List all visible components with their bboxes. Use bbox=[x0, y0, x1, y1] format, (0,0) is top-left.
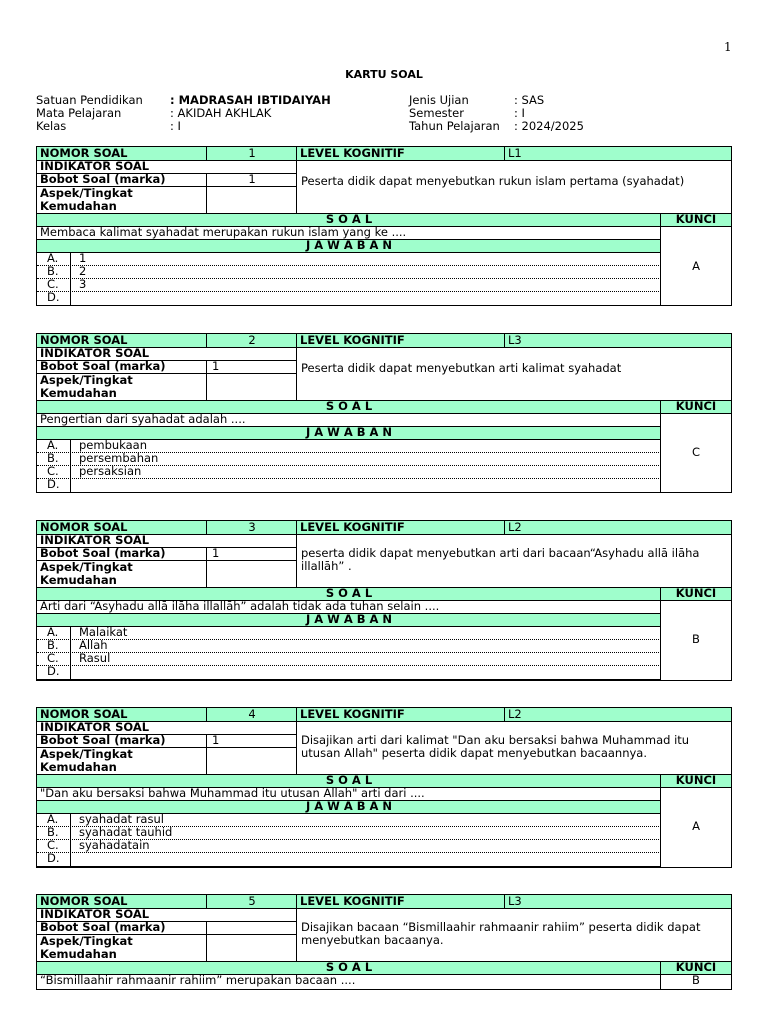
rule-line bbox=[206, 147, 207, 161]
level-kognitif-label: LEVEL KOGNITIF bbox=[300, 521, 405, 534]
option-b-text: persembahan bbox=[79, 452, 159, 465]
bobot-soal-value bbox=[209, 921, 297, 935]
level-kognitif-value: L2 bbox=[508, 708, 522, 721]
indikator-text: peserta didik dapat menyebutkan arti dari bacaan“Asyhadu allā ilāha illallāh” . bbox=[301, 547, 700, 573]
bobot-soal-label: Bobot Soal (marka) bbox=[40, 173, 166, 186]
satuan-label: Satuan Pendidikan bbox=[36, 93, 143, 107]
kunci-value: A bbox=[692, 820, 700, 833]
option-a-text: syahadat rasul bbox=[79, 813, 164, 826]
option-b-letter: B. bbox=[47, 826, 59, 839]
nomor-soal-label: NOMOR SOAL bbox=[40, 708, 128, 721]
indikator-text: Disajikan arti dari kalimat "Dan aku bersaksi bahwa Muhammad itu utusan Allah" peserta didik dapat menyebutkan bacaannya. bbox=[301, 734, 690, 760]
semester-label: Semester bbox=[409, 106, 464, 120]
mapel-value: : AKIDAH AKHLAK bbox=[170, 106, 272, 120]
nomor-soal-value: 2 bbox=[248, 334, 256, 347]
aspek-label: Aspek/Tingkat bbox=[40, 561, 133, 574]
kelas-value: : I bbox=[170, 119, 181, 133]
level-kognitif-value: L3 bbox=[508, 895, 522, 908]
indikator-soal-label: INDIKATOR SOAL bbox=[40, 721, 150, 734]
rule-line bbox=[37, 734, 297, 735]
indikator-text: Disajikan bacaan “Bismillaahir rahmaanir rahiim” peserta didik dapat menyebutkan bacaanya. bbox=[301, 921, 701, 947]
option-d-letter: D. bbox=[47, 291, 60, 304]
option-c-text: persaksian bbox=[79, 465, 142, 478]
question-card bbox=[36, 894, 732, 990]
aspek-label-2: Kemudahan bbox=[40, 948, 117, 961]
soal-text: Arti dari “Asyhadu allā ilāha illallāh” adalah tidak ada tuhan selain .... bbox=[40, 600, 440, 613]
nomor-soal-label: NOMOR SOAL bbox=[40, 521, 128, 534]
nomor-soal-value: 3 bbox=[248, 521, 256, 534]
kunci-header: KUNCI bbox=[675, 213, 717, 226]
soal-text: Pengertian dari syahadat adalah .... bbox=[40, 413, 246, 426]
aspek-label-2: Kemudahan bbox=[40, 574, 117, 587]
option-a-letter: A. bbox=[47, 439, 59, 452]
option-d-text bbox=[79, 665, 659, 678]
document-title: KARTU SOAL bbox=[345, 68, 423, 81]
rule-line bbox=[504, 334, 505, 348]
level-kognitif-label: LEVEL KOGNITIF bbox=[300, 334, 405, 347]
kunci-value: A bbox=[692, 260, 700, 273]
soal-header: S O A L bbox=[325, 587, 373, 600]
kunci-header: KUNCI bbox=[675, 774, 717, 787]
nomor-soal-value: 4 bbox=[248, 708, 256, 721]
semester-value: : I bbox=[514, 106, 525, 120]
bobot-soal-label: Bobot Soal (marka) bbox=[40, 547, 166, 560]
option-c-letter: C. bbox=[47, 839, 59, 852]
rule-line bbox=[37, 173, 297, 174]
nomor-soal-value: 1 bbox=[248, 147, 256, 160]
option-a-text: pembukaan bbox=[79, 439, 148, 452]
rule-line bbox=[37, 747, 297, 748]
rule-line bbox=[504, 521, 505, 535]
option-d-letter: D. bbox=[47, 665, 60, 678]
kunci-value: B bbox=[692, 633, 700, 646]
option-a-letter: A. bbox=[47, 252, 59, 265]
indikator-text: Peserta didik dapat menyebutkan arti kalimat syahadat bbox=[301, 362, 622, 375]
rule-line bbox=[206, 734, 207, 774]
nomor-soal-label: NOMOR SOAL bbox=[40, 895, 128, 908]
soal-header: S O A L bbox=[325, 213, 373, 226]
option-b-text: syahadat tauhid bbox=[79, 826, 173, 839]
bobot-soal-value: 1 bbox=[212, 547, 220, 560]
nomor-soal-label: NOMOR SOAL bbox=[40, 147, 128, 160]
rule-line bbox=[206, 360, 207, 400]
jawaban-header: J A W A B A N bbox=[305, 239, 393, 252]
soal-header: S O A L bbox=[325, 961, 373, 974]
kelas-label: Kelas bbox=[36, 119, 67, 133]
aspek-label-2: Kemudahan bbox=[40, 200, 117, 213]
option-d-letter: D. bbox=[47, 478, 60, 491]
question-card bbox=[36, 520, 732, 681]
option-d-text bbox=[79, 478, 659, 491]
rule-line bbox=[37, 921, 297, 922]
soal-header: S O A L bbox=[325, 400, 373, 413]
nomor-soal-value: 5 bbox=[248, 895, 256, 908]
option-a-text: Malaikat bbox=[79, 626, 128, 639]
rule-line bbox=[206, 895, 207, 909]
option-c-text: Rasul bbox=[79, 652, 111, 665]
bobot-soal-value: 1 bbox=[212, 360, 220, 373]
option-d-text bbox=[79, 852, 659, 865]
jenis-value: : SAS bbox=[514, 93, 545, 107]
rule-line bbox=[206, 547, 207, 587]
option-b-text: Allah bbox=[79, 639, 108, 652]
option-d-text bbox=[79, 291, 659, 304]
jawaban-header: J A W A B A N bbox=[305, 613, 393, 626]
question-card bbox=[36, 333, 732, 493]
rule-line bbox=[37, 186, 297, 187]
level-kognitif-label: LEVEL KOGNITIF bbox=[300, 895, 405, 908]
option-a-text: 1 bbox=[79, 252, 87, 265]
satuan-value: : MADRASAH IBTIDAIYAH bbox=[170, 93, 331, 107]
aspek-label: Aspek/Tingkat bbox=[40, 935, 133, 948]
tahun-label: Tahun Pelajaran bbox=[409, 119, 500, 133]
rule-line bbox=[37, 547, 297, 548]
rule-line bbox=[206, 173, 207, 213]
soal-text: “Bismillaahir rahmaanir rahiim” merupakan bacaan .... bbox=[40, 974, 356, 987]
rule-line bbox=[206, 334, 207, 348]
jawaban-header: J A W A B A N bbox=[305, 800, 393, 813]
rule-line bbox=[37, 679, 661, 680]
jenis-label: Jenis Ujian bbox=[409, 93, 469, 107]
indikator-text: Peserta didik dapat menyebutkan rukun islam pertama (syahadat) bbox=[301, 175, 685, 188]
rule-line bbox=[37, 305, 661, 306]
rule-line bbox=[206, 521, 207, 535]
level-kognitif-value: L2 bbox=[508, 521, 522, 534]
kunci-value: B bbox=[692, 974, 700, 987]
level-kognitif-label: LEVEL KOGNITIF bbox=[300, 147, 405, 160]
nomor-soal-label: NOMOR SOAL bbox=[40, 334, 128, 347]
document-header bbox=[0, 94, 768, 134]
indikator-soal-label: INDIKATOR SOAL bbox=[40, 534, 150, 547]
mapel-label: Mata Pelajaran bbox=[36, 106, 122, 120]
aspek-label-2: Kemudahan bbox=[40, 761, 117, 774]
rule-line bbox=[37, 560, 297, 561]
kunci-header: KUNCI bbox=[675, 400, 717, 413]
indikator-soal-label: INDIKATOR SOAL bbox=[40, 160, 150, 173]
option-b-letter: B. bbox=[47, 265, 59, 278]
question-card bbox=[36, 707, 732, 868]
bobot-soal-label: Bobot Soal (marka) bbox=[40, 921, 166, 934]
rule-line bbox=[37, 866, 661, 867]
aspek-label-2: Kemudahan bbox=[40, 387, 117, 400]
question-card bbox=[36, 146, 732, 306]
bobot-soal-label: Bobot Soal (marka) bbox=[40, 360, 166, 373]
level-kognitif-label: LEVEL KOGNITIF bbox=[300, 708, 405, 721]
option-c-letter: C. bbox=[47, 652, 59, 665]
indikator-soal-label: INDIKATOR SOAL bbox=[40, 347, 150, 360]
option-c-text: syahadatain bbox=[79, 839, 150, 852]
aspek-label: Aspek/Tingkat bbox=[40, 187, 133, 200]
aspek-label: Aspek/Tingkat bbox=[40, 374, 133, 387]
rule-line bbox=[504, 708, 505, 722]
soal-text: Membaca kalimat syahadat merupakan rukun islam yang ke .... bbox=[40, 226, 407, 239]
rule-line bbox=[37, 360, 297, 361]
rule-line bbox=[206, 708, 207, 722]
level-kognitif-value: L1 bbox=[508, 147, 522, 160]
rule-line bbox=[504, 147, 505, 161]
bobot-soal-value: 1 bbox=[248, 173, 256, 186]
rule-line bbox=[206, 921, 207, 961]
bobot-soal-label: Bobot Soal (marka) bbox=[40, 734, 166, 747]
option-c-letter: C. bbox=[47, 465, 59, 478]
option-c-letter: C. bbox=[47, 278, 59, 291]
option-b-text: 2 bbox=[79, 265, 87, 278]
option-b-letter: B. bbox=[47, 639, 59, 652]
indikator-soal-label: INDIKATOR SOAL bbox=[40, 908, 150, 921]
aspek-label: Aspek/Tingkat bbox=[40, 748, 133, 761]
bobot-soal-value: 1 bbox=[212, 734, 220, 747]
kunci-header: KUNCI bbox=[675, 961, 717, 974]
kunci-value: C bbox=[691, 446, 701, 459]
kunci-header: KUNCI bbox=[675, 587, 717, 600]
tahun-value: : 2024/2025 bbox=[514, 119, 584, 133]
soal-header: S O A L bbox=[325, 774, 373, 787]
option-d-letter: D. bbox=[47, 852, 60, 865]
rule-line bbox=[37, 373, 297, 374]
option-c-text: 3 bbox=[79, 278, 87, 291]
option-a-letter: A. bbox=[47, 813, 59, 826]
soal-text: "Dan aku bersaksi bahwa Muhammad itu utusan Allah" arti dari .... bbox=[40, 787, 425, 800]
page-number: 1 bbox=[724, 40, 732, 54]
level-kognitif-value: L3 bbox=[508, 334, 522, 347]
jawaban-header: J A W A B A N bbox=[305, 426, 393, 439]
rule-line bbox=[37, 492, 661, 493]
option-b-letter: B. bbox=[47, 452, 59, 465]
option-a-letter: A. bbox=[47, 626, 59, 639]
rule-line bbox=[37, 934, 297, 935]
rule-line bbox=[504, 895, 505, 909]
